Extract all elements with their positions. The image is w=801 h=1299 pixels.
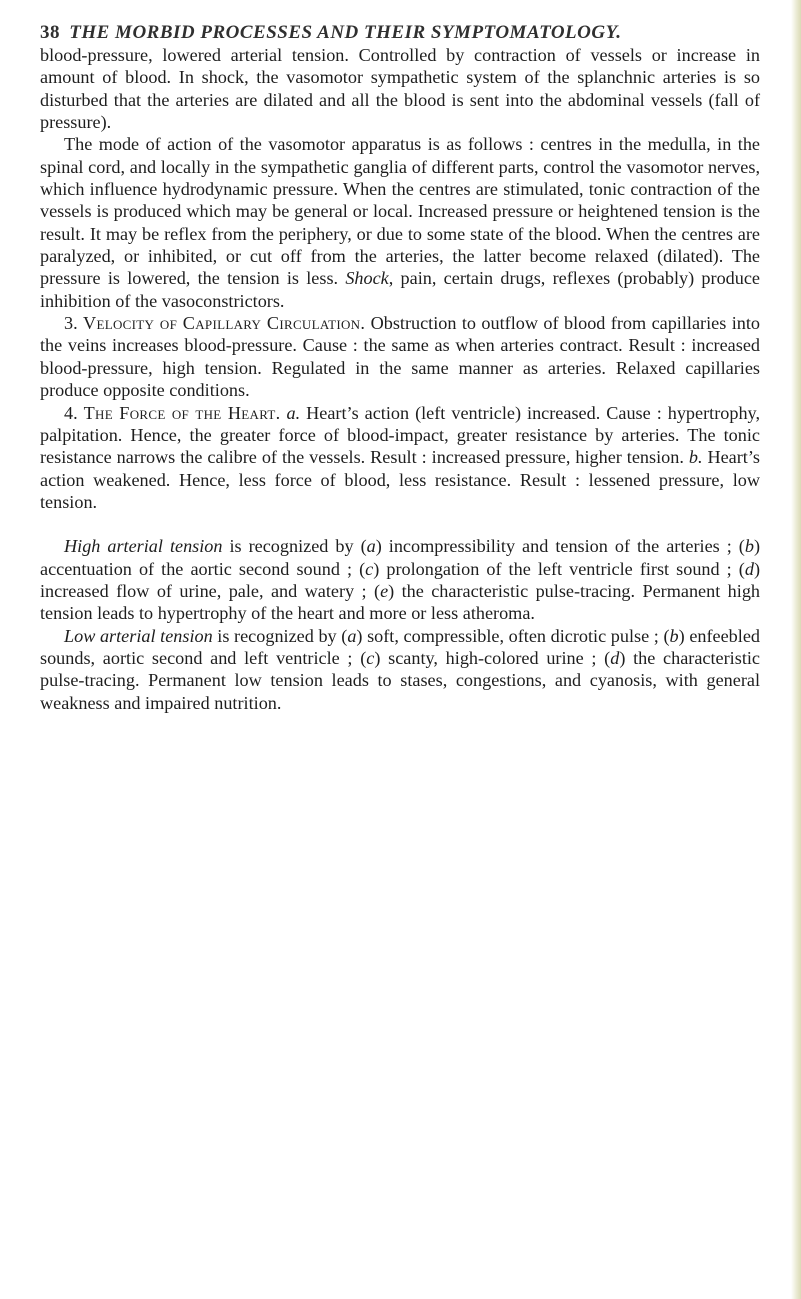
page-number: 38	[40, 22, 60, 43]
paragraph-high-arterial-tension	[40, 535, 760, 624]
paragraph-text: ) accentuation of the aortic second sound ; (	[40, 536, 760, 579]
paragraph-text: ) increased flow of urine, pale, and watery ; (	[40, 558, 761, 601]
paragraph-text: ) prolongation of the left ventricle first sound ; (	[373, 558, 745, 579]
paragraph-text: Heart’s action weakened. Hence, less force of blood, less resistance. Result : lessened pressure, low tension.	[40, 447, 760, 512]
paragraph-text: is recognized by (	[212, 625, 348, 646]
item-label: b	[744, 536, 754, 557]
paragraph-text: Heart’s action (left ventricle) increased. Cause : hypertrophy, palpitation. Hence, the greater force of blood-impact, greater resistance by arteries. The tonic resistance narrows the calibre of the vessels. Result : increased pressure, higher tension.	[40, 402, 760, 468]
body-text	[40, 44, 760, 714]
item-label: c	[366, 647, 375, 668]
paragraph-text: ) incompressibility and tension of the arteries ; (	[375, 536, 745, 557]
paragraph-text: The mode of action of the vasomotor apparatus is as follows : centres in the medulla, in the spinal cord, and locally in the sympathetic ganglia of different parts, control the vasomotor nerves, which influence hydrodynamic pressure. When the centres are stimulated, tonic contraction of the vessels is produced which may be general or local. Increased pressure or heightened tension is the result. It may be reflex from the periphery, or due to some state of the blood. When the centres are paralyzed, or inhibited, or cut off from the arteries, the latter become relaxed (dilated). The pressure is lowered, the tension is less.	[40, 134, 760, 289]
term-low-arterial-tension: Low arterial tension	[64, 625, 213, 646]
paragraph-text: ) the characteristic pulse-tracing. Permanent high tension leads to hypertrophy of the heart and more or less atheroma.	[40, 580, 761, 624]
paragraph-text: ) scanty, high-colored urine ; (	[374, 647, 611, 668]
item-label: a	[347, 625, 357, 646]
section-number: 4.	[64, 402, 84, 423]
paragraph-text: ) the characteristic pulse-tracing. Permanent low tension leads to stases, congestions, and cyanosis, with general weakness and impaired nutrition.	[40, 647, 760, 713]
item-label: e	[380, 580, 389, 601]
item-label-b: b.	[688, 447, 703, 468]
paragraph-text: blood-pressure, lowered arterial tension. Controlled by contraction of vessels or increase in amount of blood. In shock, the vasomotor sympathetic system of the splanchnic arteries is so disturbed that the arteries are dilated and all the blood is sent into the abdominal vessels (fall of pressure).	[40, 45, 760, 133]
paragraph-text: ) enfeebled sounds, aortic second and left ventricle ; (	[40, 625, 760, 668]
paragraph-vasomotor-apparatus	[40, 133, 760, 312]
paragraph-low-arterial-tension	[40, 625, 760, 714]
running-head	[40, 22, 762, 44]
term-high-arterial-tension: High arterial tension	[64, 536, 223, 557]
paragraph-text: , pain, certain drugs, reflexes (probably) produce inhibition of the vasoconstrictors.	[40, 268, 760, 311]
section-heading: Velocity of Capillary Circulation.	[83, 313, 366, 334]
section-number: 3.	[64, 313, 84, 334]
page-edge-shadow	[791, 0, 801, 1299]
item-label: d	[610, 647, 620, 668]
item-label: c	[365, 558, 374, 579]
paragraph-text: ) soft, compressible, often dicrotic pulse ; (	[356, 625, 670, 646]
paragraph-blood-pressure-continued	[40, 44, 760, 133]
running-title: THE MORBID PROCESSES AND THEIR SYMPTOMATOLOGY.	[69, 22, 622, 43]
section-force-of-heart	[40, 402, 760, 514]
item-label: a	[366, 536, 376, 557]
item-label: d	[744, 558, 754, 579]
item-label-a: a.	[280, 402, 301, 423]
item-label: b	[669, 625, 679, 646]
paragraph-text: Obstruction to outflow of blood from capillaries into the veins increases blood-pressure. Cause : the same as when arteries contract. Result : increased blood-pressure, high tension. Regulated in the same manner as arteries. Relaxed capillaries produce opposite conditions.	[40, 313, 760, 401]
emphasis-shock: Shock	[345, 268, 389, 289]
paragraph-text: is recognized by (	[222, 536, 367, 557]
section-velocity-capillary-circulation	[40, 312, 760, 401]
section-heading: The Force of the Heart.	[83, 402, 281, 423]
